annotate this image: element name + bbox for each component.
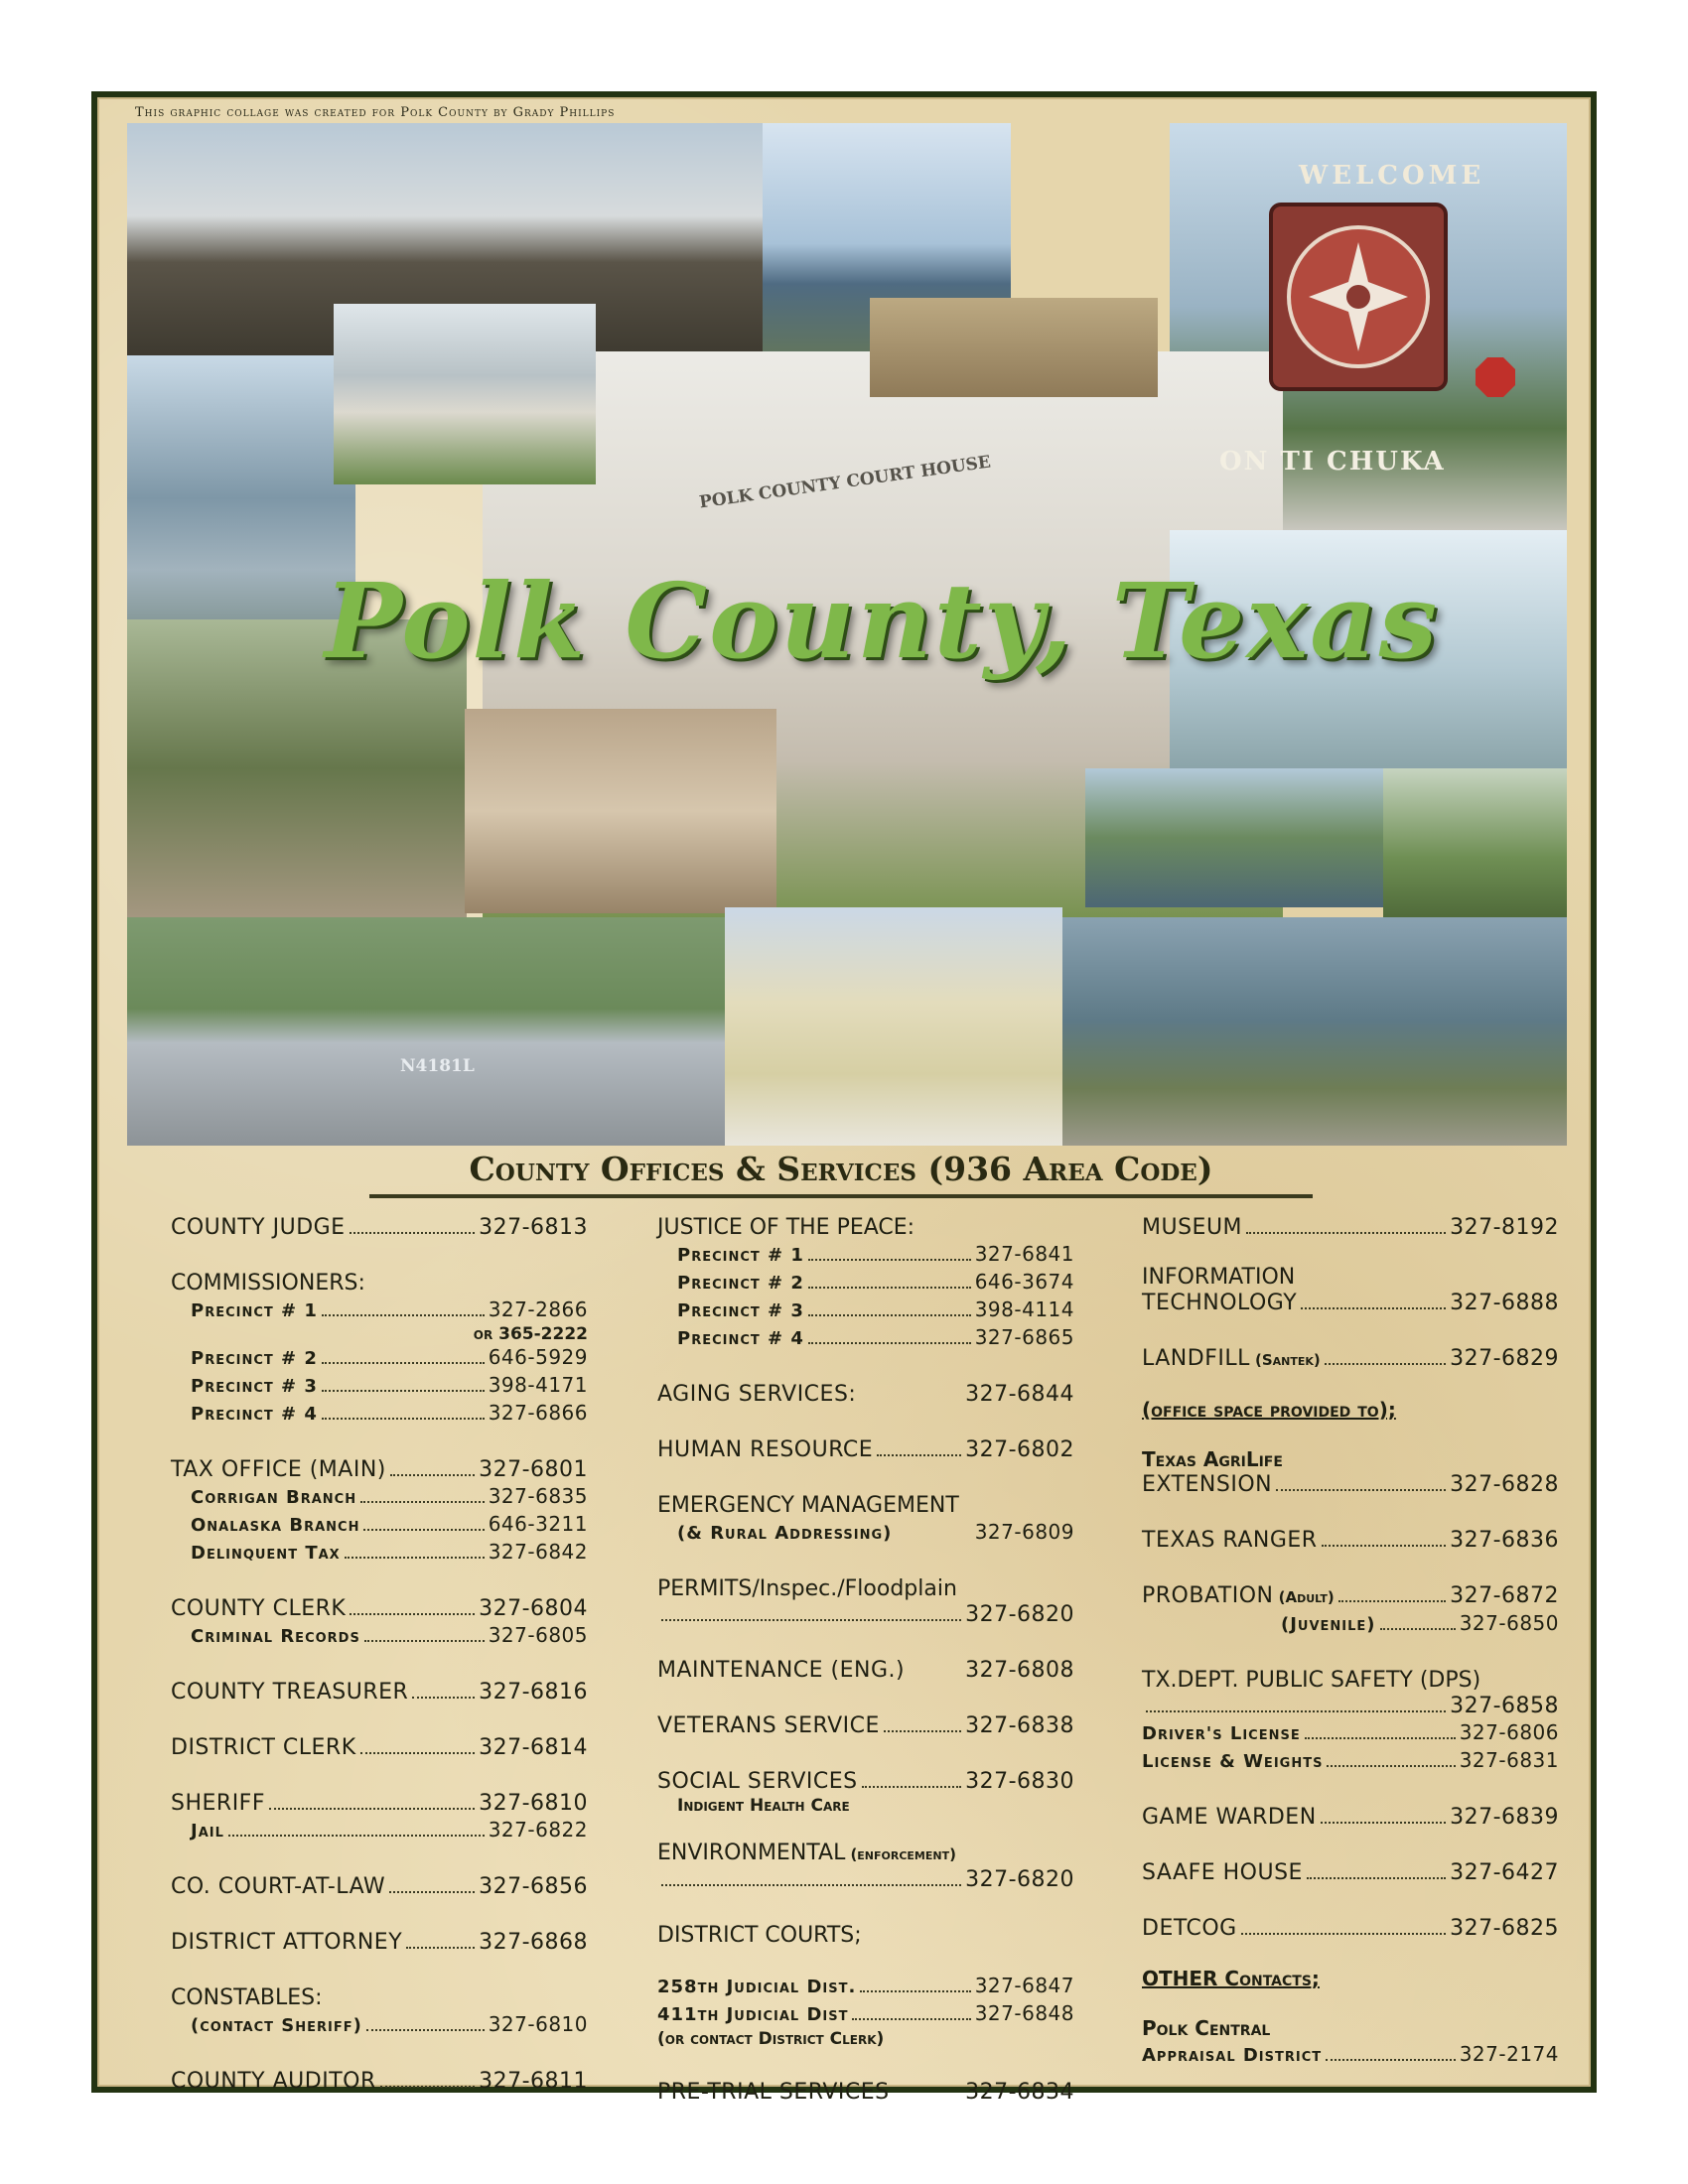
leader-dots	[852, 2018, 970, 2020]
entry-agrilife-extension	[1142, 1472, 1559, 1498]
entry-drivers-license	[1142, 1719, 1559, 1747]
leader-dots	[808, 1287, 971, 1289]
entry-label: Precinct # 4	[191, 1404, 318, 1425]
entry-label: GAME WARDEN	[1142, 1805, 1317, 1830]
leader-dots	[862, 1786, 961, 1788]
photo-lakeside-houses	[1085, 768, 1383, 907]
phone-number: 327-6810	[488, 2012, 588, 2036]
welcome-seal-icon	[1269, 203, 1448, 391]
phone-number: 327-6866	[488, 1401, 588, 1425]
entry-jp-precinct	[657, 1324, 1074, 1352]
landfill-note: (Santek)	[1254, 1351, 1321, 1369]
entry-label: Precinct # 3	[191, 1376, 318, 1397]
leader-dots	[360, 1752, 475, 1754]
phone-number: 327-6831	[1459, 1748, 1559, 1772]
entry-commissioner-precinct	[171, 1372, 588, 1400]
leader-dots	[1325, 1363, 1446, 1365]
photo-collage	[127, 123, 1567, 1146]
justice-of-peace-heading: JUSTICE OF THE PEACE:	[657, 1215, 915, 1240]
leader-dots	[350, 1613, 475, 1615]
leader-dots	[389, 1891, 475, 1893]
phone-number: 327-6820	[965, 1867, 1074, 1892]
phone-number: 327-6858	[1450, 1694, 1559, 1718]
leader-dots	[808, 1342, 971, 1344]
entry-license-weights	[1142, 1747, 1559, 1775]
constables-heading: CONSTABLES:	[171, 1985, 323, 2010]
entry-label: License & Weights	[1142, 1751, 1324, 1772]
plane-tail-text: N4181L	[400, 1056, 475, 1076]
entry-information-technology	[1142, 1291, 1559, 1316]
entry-label: MUSEUM	[1142, 1215, 1243, 1240]
phone-number: 327-6816	[479, 1680, 588, 1705]
entry-label: TAX OFFICE (MAIN)	[171, 1457, 386, 1482]
entry-tax-office	[171, 1457, 588, 1483]
entry-district-court	[657, 2000, 1074, 2028]
entry-aging-services	[657, 1382, 1074, 1408]
phone-number: 327-6802	[965, 1437, 1074, 1462]
page-frame	[91, 91, 1597, 2105]
leader-dots	[860, 1990, 970, 1992]
phone-number: 327-6804	[479, 1596, 588, 1621]
leader-dots	[1301, 1307, 1446, 1309]
stop-sign-icon	[1476, 357, 1515, 397]
entry-label: MAINTENANCE (ENG.)	[657, 1658, 906, 1683]
phone-number: 327-6808	[965, 1658, 1074, 1683]
leader-dots	[406, 1947, 475, 1949]
photo-memorial-board	[465, 709, 776, 913]
entry-label: Onalaska Branch	[191, 1515, 360, 1536]
permits-heading: PERMITS/Inspec./Floodplain	[657, 1576, 957, 1601]
courthouse-text: POLK COUNTY COURT HOUSE	[698, 452, 993, 513]
leader-dots	[1326, 2059, 1456, 2061]
leader-dots	[884, 1730, 961, 1732]
phone-number: 327-6801	[479, 1457, 588, 1482]
phone-number: 327-6847	[974, 1974, 1074, 1997]
entry-label: Jail	[191, 1821, 224, 1842]
leader-dots	[661, 1884, 961, 1886]
entry-label: Criminal Records	[191, 1626, 360, 1647]
parchment-background	[97, 97, 1591, 2105]
entry-label: COUNTY TREASURER	[171, 1680, 409, 1705]
district-courts-heading: DISTRICT COURTS;	[657, 1923, 862, 1948]
leader-dots	[364, 1640, 485, 1642]
emergency-management-heading: EMERGENCY MANAGEMENT	[657, 1493, 959, 1518]
leader-dots	[1322, 1545, 1447, 1547]
welcome-text: WELCOME	[1299, 161, 1485, 191]
entry-label: Corrigan Branch	[191, 1487, 357, 1508]
collage-credit: This graphic collage was created for Polk County by Grady Phillips	[135, 105, 616, 120]
entry-social-services	[657, 1769, 1074, 1795]
phone-number: 327-6850	[1459, 1611, 1559, 1635]
entry-label: COUNTY JUDGE	[171, 1215, 346, 1240]
indigent-note: Indigent Health Care	[677, 1796, 850, 1816]
entry-label: COUNTY AUDITOR	[171, 2069, 376, 2094]
phone-number: 327-6848	[974, 2001, 1074, 2025]
phone-number: 327-6427	[1450, 1860, 1559, 1885]
phone-number: 327-6829	[1450, 1346, 1559, 1371]
entry-label: Precinct # 1	[191, 1300, 318, 1321]
entry-district-attorney	[171, 1930, 588, 1956]
alternate-number: or 365-2222	[473, 1324, 588, 1344]
courts-note: (or contact District Clerk)	[657, 2029, 885, 2049]
entry-human-resource	[657, 1437, 1074, 1463]
phone-number: 646-3211	[488, 1512, 588, 1536]
entry-label: DISTRICT ATTORNEY	[171, 1930, 403, 1955]
phone-number: 327-2174	[1459, 2042, 1559, 2066]
leader-dots	[1338, 1600, 1446, 1602]
polk-central-heading: Polk Central	[1142, 2016, 1271, 2040]
photo-airplane	[127, 917, 725, 1146]
leader-dots	[345, 1557, 485, 1559]
column-left	[171, 1215, 588, 2095]
phone-number: 327-6825	[1450, 1916, 1559, 1941]
leader-dots	[808, 1259, 971, 1261]
leader-dots	[1380, 1628, 1456, 1630]
leader-dots	[1307, 1877, 1446, 1879]
entry-tax-branch	[171, 1483, 588, 1511]
phone-number: 327-6872	[1450, 1583, 1559, 1608]
leader-dots	[661, 1619, 961, 1621]
phone-number: 327-6836	[1450, 1528, 1559, 1553]
phone-number: 327-6806	[1459, 1720, 1559, 1744]
entry-permits	[657, 1602, 1074, 1628]
leader-dots	[366, 2029, 485, 2031]
dps-heading: TX.DEPT. PUBLIC SAFETY (DPS)	[1142, 1668, 1481, 1693]
photo-reeds	[1383, 768, 1567, 917]
offices-heading: County Offices & Services (936 Area Code)	[369, 1150, 1313, 1198]
entry-court-at-law	[171, 1874, 588, 1900]
photo-historic-hotel	[725, 907, 1062, 1146]
leader-dots	[322, 1362, 485, 1364]
entry-label: TECHNOLOGY	[1142, 1291, 1298, 1315]
entry-saafe-house	[1142, 1860, 1559, 1886]
phone-number: 327-6809	[974, 1520, 1074, 1544]
entry-probation-juvenile	[1142, 1610, 1559, 1638]
phone-number: 327-6813	[479, 1215, 588, 1240]
entry-environmental	[657, 1867, 1074, 1893]
entry-label: SOCIAL SERVICES	[657, 1769, 858, 1794]
entry-landfill	[1142, 1346, 1559, 1373]
entry-label: PROBATION	[1142, 1583, 1274, 1608]
environmental-label: ENVIRONMENTAL	[657, 1841, 846, 1865]
other-contacts-heading: OTHER Contacts;	[1142, 1967, 1320, 1990]
entry-jail	[171, 1817, 588, 1844]
entry-pretrial-services	[657, 2080, 1074, 2106]
leader-dots	[228, 1835, 485, 1837]
column-right	[1142, 1215, 1559, 2069]
phone-number: 398-4171	[488, 1373, 588, 1397]
probation-note: (Adult)	[1278, 1588, 1335, 1606]
entry-rural-addressing	[657, 1519, 1074, 1547]
phone-number: 327-6822	[488, 1818, 588, 1842]
phone-number: 327-6842	[488, 1540, 588, 1564]
entry-label: Driver's License	[1142, 1723, 1301, 1744]
leader-dots	[322, 1418, 485, 1420]
phone-number: 327-6838	[965, 1713, 1074, 1738]
entry-game-warden	[1142, 1805, 1559, 1831]
phone-number: 327-8192	[1450, 1215, 1559, 1240]
entry-label: COUNTY CLERK	[171, 1596, 347, 1621]
page-title: Polk County, Texas	[324, 560, 1440, 682]
office-space-heading: (office space provided to);	[1142, 1398, 1396, 1422]
entry-museum	[1142, 1215, 1559, 1241]
column-middle	[657, 1215, 1074, 2106]
entry-label: PRE-TRIAL SERVICES	[657, 2080, 890, 2105]
entry-label: Precinct # 3	[677, 1300, 804, 1321]
phone-number: 327-6844	[965, 1382, 1074, 1407]
entry-label: VETERANS SERVICE	[657, 1713, 880, 1738]
environmental-note: (enforcement)	[850, 1845, 956, 1863]
entry-district-clerk	[171, 1735, 588, 1761]
entry-label: Precinct # 2	[677, 1273, 804, 1294]
entry-label: DETCOG	[1142, 1916, 1237, 1941]
phone-number: 398-4114	[974, 1297, 1074, 1321]
entry-county-auditor	[171, 2069, 588, 2095]
phone-number: 327-6834	[965, 2080, 1074, 2105]
entry-county-judge	[171, 1215, 588, 1241]
entry-jp-precinct	[657, 1241, 1074, 1269]
entry-veterans-service	[657, 1713, 1074, 1739]
entry-label: Precinct # 1	[677, 1245, 804, 1266]
leader-dots	[390, 1474, 475, 1476]
leader-dots	[363, 1529, 484, 1531]
phone-number: 646-5929	[488, 1345, 588, 1369]
agrilife-heading: Texas AgriLife	[1142, 1447, 1283, 1471]
leader-dots	[1246, 1232, 1446, 1234]
leader-dots	[1305, 1737, 1456, 1739]
phone-number: 327-2866	[488, 1297, 588, 1321]
leader-dots	[1241, 1933, 1446, 1935]
entry-label: (contact Sheriff)	[191, 2015, 362, 2036]
leader-dots	[322, 1390, 485, 1392]
entry-label: Precinct # 2	[191, 1348, 318, 1369]
phone-number: 327-6839	[1450, 1805, 1559, 1830]
entry-label: (Juvenile)	[1281, 1614, 1376, 1635]
entry-label: TEXAS RANGER	[1142, 1528, 1318, 1553]
entry-constables-contact	[171, 2011, 588, 2039]
entry-label: 258th Judicial Dist.	[657, 1977, 857, 1997]
on-ti-chuka-text: ON TI CHUKA	[1219, 447, 1446, 477]
entry-jp-precinct	[657, 1297, 1074, 1324]
entry-label: AGING SERVICES:	[657, 1382, 857, 1407]
leader-dots	[877, 1454, 961, 1456]
phone-number: 327-6805	[488, 1623, 588, 1647]
entry-appraisal-district	[1142, 2041, 1559, 2069]
leader-dots	[350, 1232, 475, 1234]
entry-label: CO. COURT-AT-LAW	[171, 1874, 386, 1899]
leader-dots	[322, 1314, 485, 1316]
entry-tax-branch	[171, 1539, 588, 1567]
leader-dots	[269, 1808, 475, 1810]
leader-dots	[380, 2086, 475, 2088]
entry-label: Appraisal District	[1142, 2045, 1323, 2066]
entry-commissioner-precinct	[171, 1344, 588, 1372]
entry-county-treasurer	[171, 1680, 588, 1706]
leader-dots	[1146, 1710, 1446, 1712]
phone-number: 646-3674	[974, 1270, 1074, 1294]
commissioners-heading: COMMISSIONERS:	[171, 1271, 365, 1296]
entry-label: EXTENSION	[1142, 1472, 1273, 1497]
phone-number: 327-6865	[974, 1325, 1074, 1349]
phone-number: 327-6820	[965, 1602, 1074, 1627]
entry-dps	[1142, 1694, 1559, 1719]
phone-number: 327-6814	[479, 1735, 588, 1760]
entry-tax-branch	[171, 1511, 588, 1539]
entry-criminal-records	[171, 1622, 588, 1650]
entry-county-clerk	[171, 1596, 588, 1622]
entry-label: LANDFILL	[1142, 1346, 1250, 1371]
phone-number: 327-6810	[479, 1791, 588, 1816]
phone-number: 327-6811	[479, 2069, 588, 2094]
photo-egrets	[1062, 917, 1567, 1146]
entry-label: HUMAN RESOURCE	[657, 1437, 874, 1462]
phone-number: 327-6841	[974, 1242, 1074, 1266]
phone-number: 327-6828	[1450, 1472, 1559, 1497]
leader-dots	[1327, 1765, 1455, 1767]
leader-dots	[1276, 1489, 1446, 1491]
phone-number: 327-6830	[965, 1769, 1074, 1794]
entry-label: Delinquent Tax	[191, 1543, 341, 1564]
entry-label: Precinct # 4	[677, 1328, 804, 1349]
entry-commissioner-precinct	[171, 1400, 588, 1428]
entry-jp-precinct	[657, 1269, 1074, 1297]
leader-dots	[412, 1697, 475, 1699]
entry-texas-ranger	[1142, 1528, 1559, 1554]
leader-dots	[360, 1501, 485, 1503]
entry-sheriff	[171, 1791, 588, 1817]
it-heading: INFORMATION	[1142, 1265, 1296, 1290]
phone-number: 327-6835	[488, 1484, 588, 1508]
leader-dots	[808, 1314, 971, 1316]
entry-label: 411th Judicial Dist	[657, 2004, 849, 2025]
photo-park-sign	[870, 298, 1158, 397]
photo-church	[334, 304, 596, 484]
entry-maintenance	[657, 1658, 1074, 1684]
entry-district-court	[657, 1973, 1074, 2000]
phone-number: 327-6856	[479, 1874, 588, 1899]
phone-number: 327-6888	[1450, 1291, 1559, 1315]
entry-detcog	[1142, 1916, 1559, 1942]
environmental-heading	[657, 1841, 1074, 1867]
entry-label: (& Rural Addressing)	[677, 1523, 893, 1544]
phone-number: 327-6868	[479, 1930, 588, 1955]
entry-label: SHERIFF	[171, 1791, 265, 1816]
entry-label: DISTRICT CLERK	[171, 1735, 356, 1760]
entry-commissioner-precinct	[171, 1297, 588, 1324]
leader-dots	[1321, 1822, 1446, 1824]
entry-probation-adult	[1142, 1583, 1559, 1610]
entry-label: SAAFE HOUSE	[1142, 1860, 1303, 1885]
